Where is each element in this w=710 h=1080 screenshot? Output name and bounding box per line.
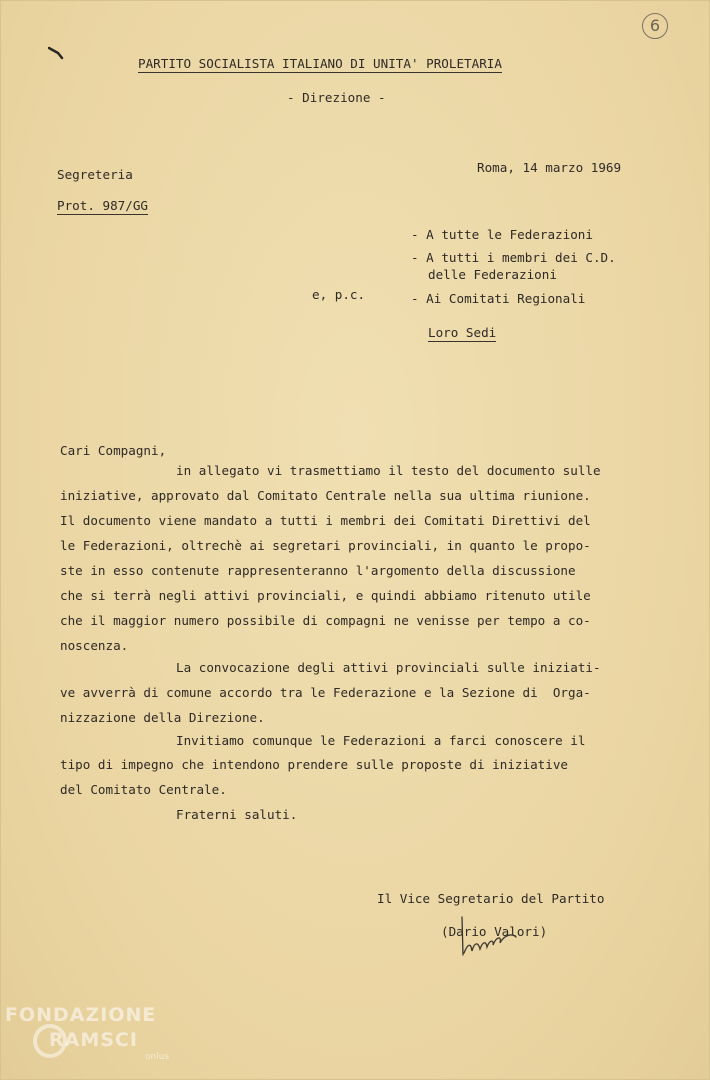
cc-label: e, p.c. (312, 287, 366, 302)
letter-line: del Comitato Centrale. (60, 782, 227, 797)
letter-line: Invitiamo comunque le Federazioni a farci conoscere il (176, 733, 586, 748)
letter-line: che il maggior numero possibile di compagni ne venisse per tempo a co- (60, 613, 591, 628)
letter-line: tipo di impegno che intendono prendere sulle proposte di iniziative (60, 757, 568, 772)
letter-line: iniziative, approvato dal Comitato Centrale nella sua ultima riunione. (60, 488, 591, 503)
letter-line: ve avverrà di comune accordo tra le Federazione e la Sezione di Orga- (60, 685, 591, 700)
signatory-name: (Dario Valori) (441, 924, 548, 939)
place-date: Roma, 14 marzo 1969 (477, 160, 622, 175)
letter-line: in allegato vi trasmettiamo il testo del documento sulle (176, 463, 601, 478)
letter-line: Fraterni saluti. (176, 807, 298, 822)
recipient-item: - A tutti i membri dei C.D. (411, 250, 616, 265)
salutation: Cari Compagni, (60, 443, 167, 458)
signatory-title: Il Vice Segretario del Partito (377, 891, 605, 906)
recipients-closing: Loro Sedi (428, 325, 497, 340)
watermark-line: RAMSCI (49, 1029, 138, 1051)
office-heading: - Direzione - (287, 90, 386, 105)
ink-mark-icon (48, 46, 66, 60)
watermark-line: onlus (145, 1052, 170, 1062)
watermark-line: FONDAZIONE (5, 1004, 157, 1026)
recipient-item: - Ai Comitati Regionali (411, 291, 586, 306)
handwritten-signature (456, 913, 526, 959)
letter-line: le Federazioni, oltrechè ai segretari provinciali, in quanto le propo- (60, 538, 591, 553)
letter-line: che si terrà negli attivi provinciali, e quindi abbiamo ritenuto utile (60, 588, 591, 603)
letter-line: ste in esso contenute rappresenteranno l'argomento della discussione (60, 563, 576, 578)
party-heading: PARTITO SOCIALISTA ITALIANO DI UNITA' PROLETARIA (138, 56, 502, 71)
letter-line: noscenza. (60, 638, 129, 653)
protocol-number: Prot. 987/GG (57, 198, 148, 213)
letter-line: nizzazione della Direzione. (60, 710, 265, 725)
letter-line: Il documento viene mandato a tutti i membri dei Comitati Direttivi del (60, 513, 591, 528)
recipient-item: - A tutte le Federazioni (411, 227, 593, 242)
page-number: 6 (642, 13, 668, 39)
letter-line: La convocazione degli attivi provinciali sulle iniziati- (176, 660, 601, 675)
recipient-item: delle Federazioni (428, 267, 557, 282)
department: Segreteria (57, 167, 133, 182)
watermark-logo (5, 1004, 205, 1076)
